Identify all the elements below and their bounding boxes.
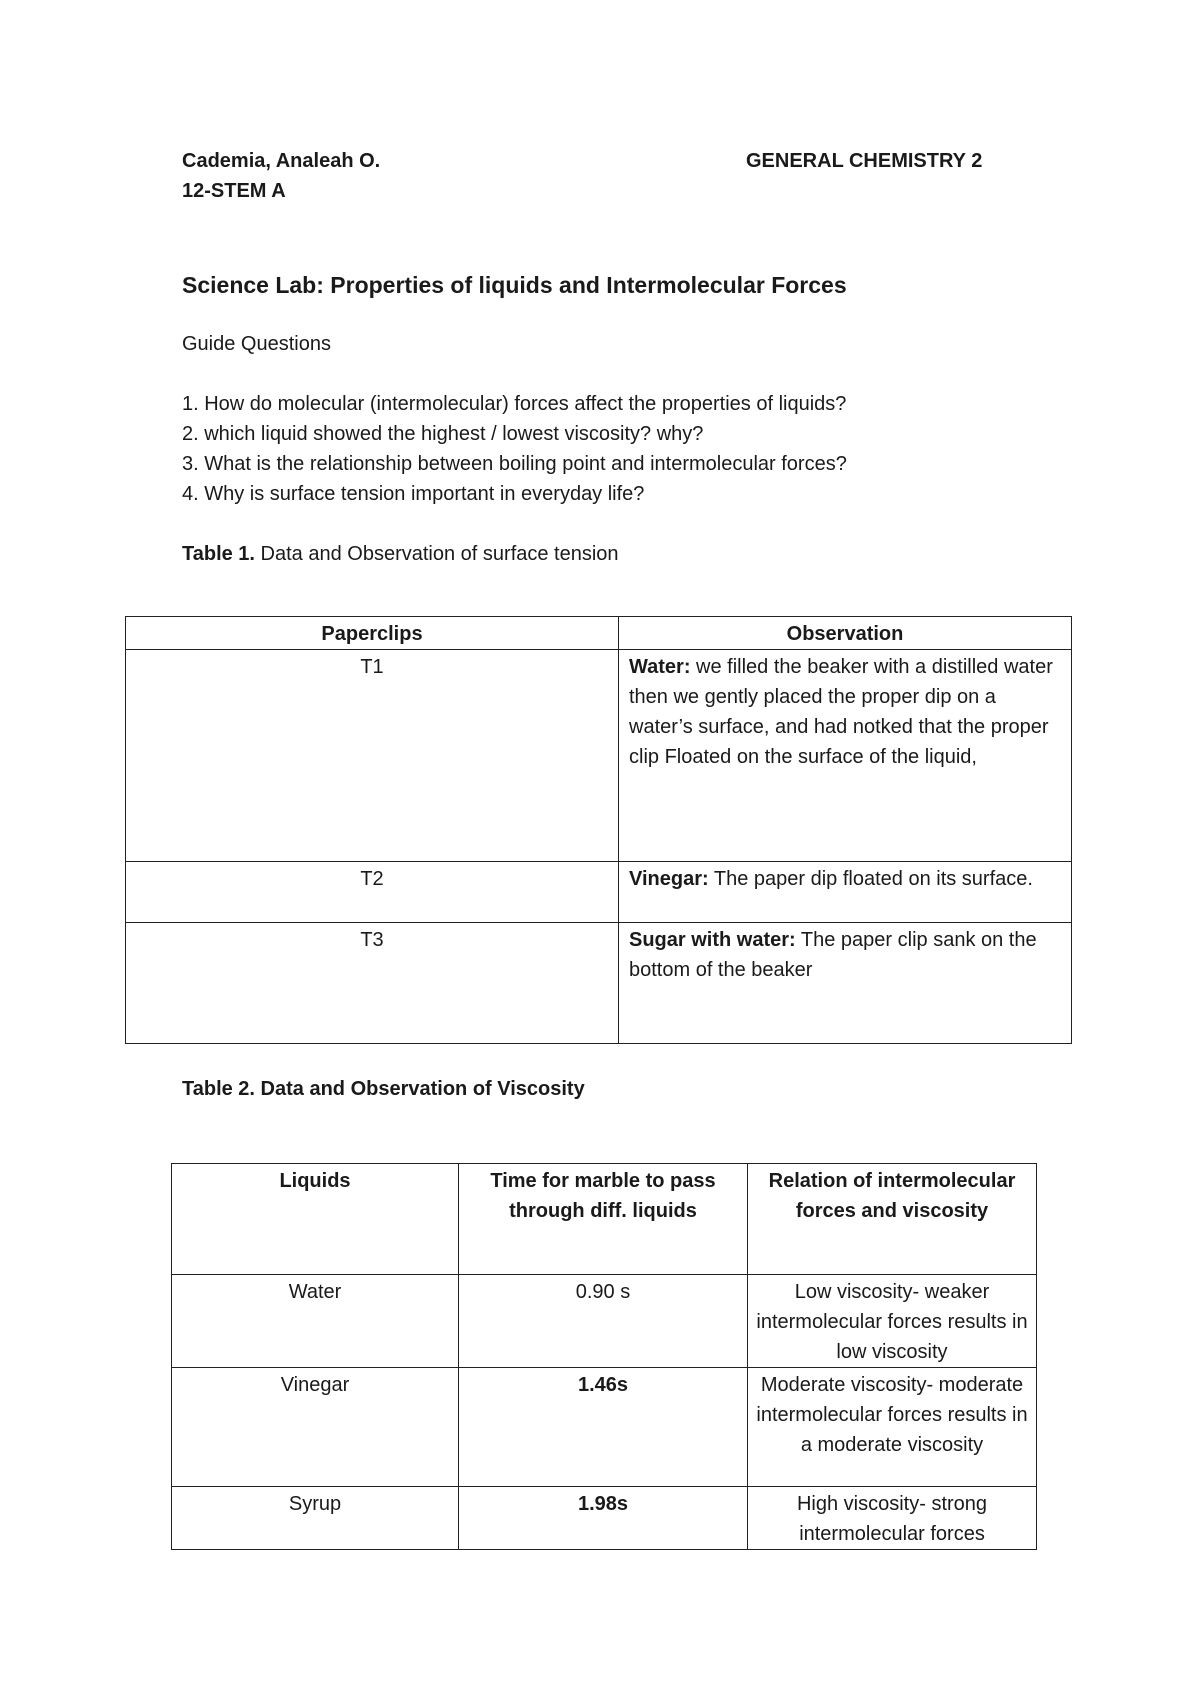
relation-cell: Low viscosity- weaker intermolecular forces results in low viscosity — [748, 1275, 1037, 1368]
liquid-label: Sugar with water: — [629, 929, 796, 951]
trial-cell: T3 — [126, 923, 619, 1044]
table-header-row — [126, 617, 1072, 650]
surface-tension-table — [125, 616, 1072, 1044]
observation-cell — [619, 923, 1072, 1044]
header-liquids: Liquids — [172, 1164, 459, 1275]
table-row — [126, 923, 1072, 1044]
guide-question-3: 3. What is the relationship between boiling point and intermolecular forces? — [182, 453, 847, 475]
student-name: Cademia, Analeah O. — [182, 150, 381, 172]
liquid-cell: Water — [172, 1275, 459, 1368]
table-row — [172, 1368, 1037, 1487]
table-row — [126, 862, 1072, 923]
guide-question-2: 2. which liquid showed the highest / lowest viscosity? why? — [182, 423, 704, 445]
time-cell: 1.46s — [459, 1368, 748, 1487]
observation-text: we filled the beaker with a distilled water then we gently placed the proper dip on a water’s surface, and had notked that the proper clip Floated on the surface of the liquid, — [629, 656, 1053, 768]
header-paperclips: Paperclips — [126, 617, 619, 650]
trial-cell: T1 — [126, 650, 619, 862]
guide-question-1: 1. How do molecular (intermolecular) forces affect the properties of liquids? — [182, 393, 847, 415]
guide-heading: Guide Questions — [182, 333, 331, 355]
table-row — [172, 1487, 1037, 1550]
subject-title: GENERAL CHEMISTRY 2 — [746, 150, 983, 172]
observation-text: The paper clip sank on the bottom of the beaker — [629, 929, 1037, 981]
viscosity-table — [171, 1163, 1037, 1550]
relation-cell: High viscosity- strong intermolecular forces — [748, 1487, 1037, 1550]
table1-caption — [182, 543, 619, 566]
table2-caption: Table 2. Data and Observation of Viscosity — [182, 1078, 585, 1100]
header-observation: Observation — [619, 617, 1072, 650]
table-header-row — [172, 1164, 1037, 1275]
liquid-cell: Vinegar — [172, 1368, 459, 1487]
header-time: Time for marble to pass through diff. liquids — [459, 1164, 748, 1275]
table-row — [126, 650, 1072, 862]
liquid-cell: Syrup — [172, 1487, 459, 1550]
observation-cell — [619, 650, 1072, 862]
liquid-label: Water: — [629, 656, 691, 678]
relation-cell: Moderate viscosity- moderate intermolecular forces results in a moderate viscosity — [748, 1368, 1037, 1487]
trial-cell: T2 — [126, 862, 619, 923]
student-section: 12-STEM A — [182, 180, 286, 202]
table-row — [172, 1275, 1037, 1368]
table1-caption-text: Data and Observation of surface tension — [255, 543, 619, 565]
guide-question-4: 4. Why is surface tension important in everyday life? — [182, 483, 645, 505]
table1-caption-label: Table 1. — [182, 543, 255, 565]
time-cell: 0.90 s — [459, 1275, 748, 1368]
time-cell: 1.98s — [459, 1487, 748, 1550]
observation-text: The paper dip floated on its surface. — [708, 868, 1033, 890]
observation-cell — [619, 862, 1072, 923]
header-relation: Relation of intermolecular forces and viscosity — [748, 1164, 1037, 1275]
page-title: Science Lab: Properties of liquids and Intermolecular Forces — [182, 272, 847, 298]
liquid-label: Vinegar: — [629, 868, 709, 890]
